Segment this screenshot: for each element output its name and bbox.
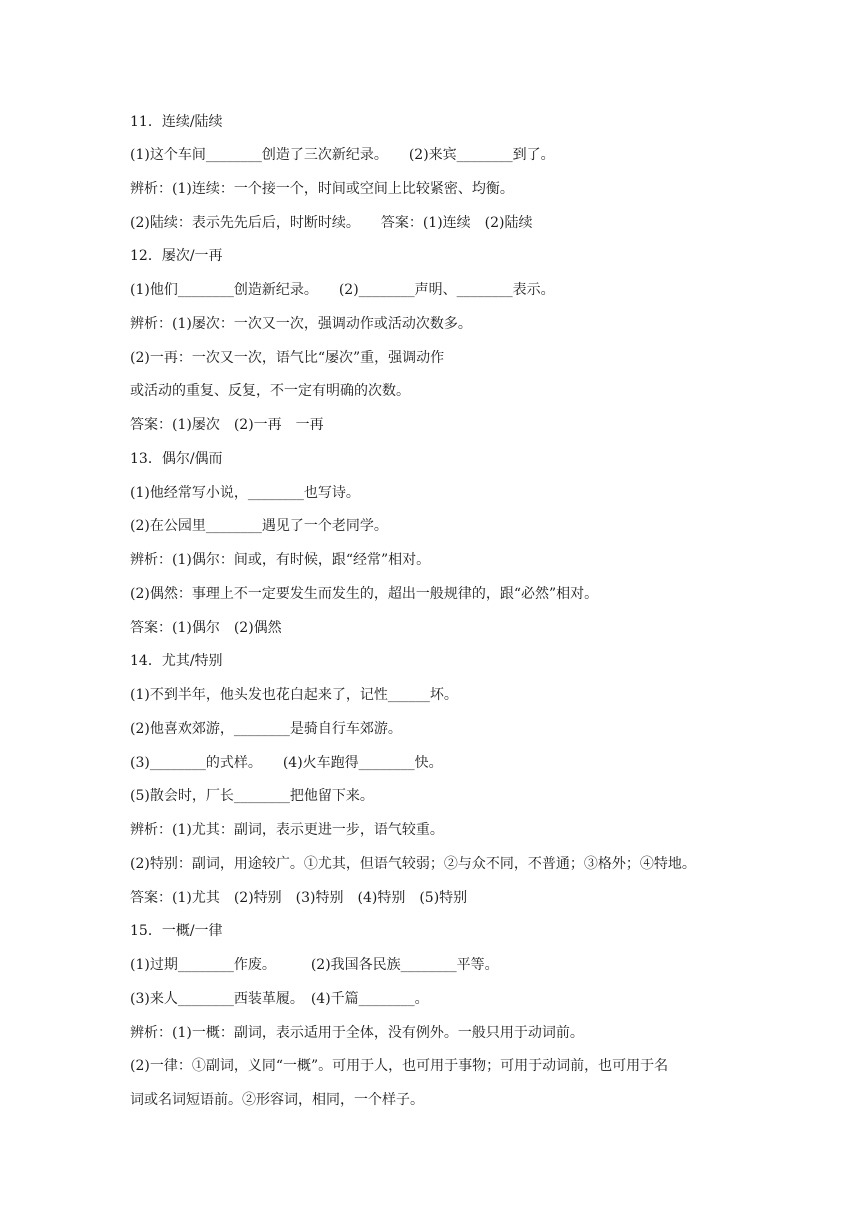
answer-line: 答案：(1)偶尔 (2)偶然 (130, 620, 282, 636)
section-heading-12: 12．屡次/一再 (130, 248, 223, 264)
analysis-line: 辨析：(1)屡次：一次又一次，强调动作或活动次数多。 (130, 316, 472, 332)
question-line: (1)过期________作废。 (2)我国各民族________平等。 (130, 957, 499, 973)
analysis-line: 辨析：(1)偶尔：间或，有时候，跟“经常”相对。 (130, 552, 431, 568)
section-heading-11: 11．连续/陆续 (130, 114, 223, 130)
analysis-line: (2)一再：一次又一次，语气比“屡次”重，强调动作 (130, 350, 445, 366)
analysis-answer-line: (2)陆续：表示先先后后，时断时续。 答案：(1)连续 (2)陆续 (130, 215, 533, 231)
analysis-line: 或活动的重复、反复，不一定有明确的次数。 (130, 383, 410, 399)
section-heading-13: 13．偶尔/偶而 (130, 451, 223, 467)
analysis-line: 辨析：(1)连续：一个接一个，时间或空间上比较紧密、均衡。 (130, 181, 514, 197)
analysis-line: (2)一律：①副词，义同“一概”。可用于人，也可用于事物；可用于动词前，也可用于名 (130, 1058, 669, 1074)
question-line: (3)来人________西装革履。 (4)千篇________。 (130, 991, 429, 1007)
question-line: (1)这个车间________创造了三次新纪录。 (2)来宾________到了。 (130, 147, 555, 163)
question-line: (2)在公园里________遇见了一个老同学。 (130, 518, 388, 534)
section-heading-14: 14．尤其/特别 (130, 653, 223, 669)
answer-line: 答案：(1)尤其 (2)特别 (3)特别 (4)特别 (5)特别 (130, 890, 468, 906)
question-line: (2)他喜欢郊游，________是骑自行车郊游。 (130, 721, 402, 737)
answer-line: 答案：(1)屡次 (2)一再 一再 (130, 417, 324, 433)
analysis-line: 辨析：(1)一概：副词，表示适用于全体，没有例外。一般只用于动词前。 (130, 1025, 584, 1041)
analysis-line: 词或名词短语前。②形容词，相同，一个样子。 (130, 1092, 424, 1108)
analysis-line: (2)特别：副词，用途较广。①尤其，但语气较弱；②与众不同，不普通；③格外；④特地。 (130, 856, 696, 872)
question-line: (3)________的式样。 (4)火车跑得________快。 (130, 755, 443, 771)
question-line: (1)他经常写小说，________也写诗。 (130, 485, 360, 501)
question-line: (1)他们________创造新纪录。 (2)________声明、________表示。 (130, 282, 555, 298)
section-heading-15: 15．一概/一律 (130, 923, 223, 939)
analysis-line: 辨析：(1)尤其：副词，表示更进一步，语气较重。 (130, 822, 444, 838)
question-line: (5)散会时，厂长________把他留下来。 (130, 788, 374, 804)
analysis-line: (2)偶然：事理上不一定要发生而发生的，超出一般规律的，跟“必然”相对。 (130, 586, 599, 602)
question-line: (1)不到半年，他头发也花白起来了，记性______坏。 (130, 687, 458, 703)
